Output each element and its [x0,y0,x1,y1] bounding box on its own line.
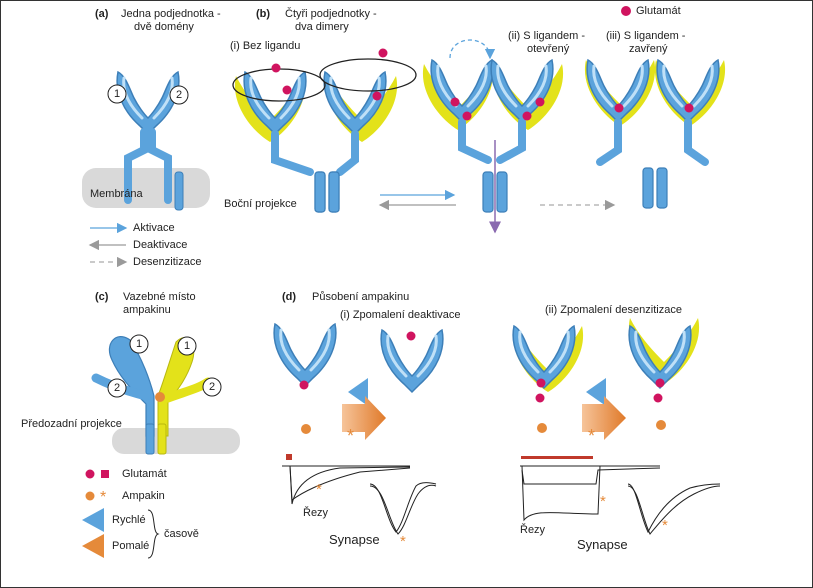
ampakine-star: * [347,426,355,446]
projection-label-c: Předozadní projekce [21,418,122,430]
trace-synapse-i-1 [370,483,436,532]
ampakine-star: * [400,533,406,550]
linker-biii [600,122,705,162]
trace-synapse-i-2 [370,485,436,534]
slow-kinetic-icon [82,534,104,558]
glutamate-dot [283,86,292,95]
panel-d-letter: (d) [282,291,297,303]
ampakine-star: * [600,493,606,510]
brace [148,510,158,558]
panel-b-title-line2: dva dimery [295,21,349,33]
slow-label: Pomalé [112,540,150,552]
glutamate-legend-square [101,470,109,478]
glutamate-label: Glutamát [122,468,167,480]
glutamate-legend-circle [86,470,95,479]
legend-desensitization-label: Desenzitizace [133,256,202,268]
trace-slices-ii-1 [520,466,660,520]
panel-a-letter: (a) [95,8,109,20]
dimer-ring-right [320,59,416,91]
slices-label-i: Řezy [303,507,329,519]
arrow-legend-graphic [90,228,126,262]
legend-deactivation-label: Deaktivace [133,239,188,251]
domain-1-label: 1 [113,88,121,100]
ampakine-dot [537,423,547,433]
ampakine-site [155,392,165,402]
linker-bi [275,134,355,172]
panel-c-title-line2: ampakinu [123,304,171,316]
glutamate-dot [537,379,546,388]
domain-1-label-c: 1 [135,338,143,350]
panel-c-letter: (c) [95,291,109,303]
ampakine-legend-circle [86,492,95,501]
synapse-label-ii: Synapse [577,537,628,552]
glutamate-dot [685,104,694,113]
glutamate-dot [615,104,624,113]
glutamate-dot [654,394,663,403]
trace-synapse-ii-2 [628,486,720,534]
ampakine-star: * [588,426,596,446]
glutamate-dot [523,112,532,121]
ampakine-star: * [662,517,668,534]
temporal-label: časově [164,528,199,540]
glutamate-dot [272,64,281,73]
domain-2-label-c2: 2 [208,381,216,393]
ampakine-star: * [316,481,322,498]
fast-kinetic-icon [82,508,104,532]
membrane-label: Membrána [90,188,143,200]
panel-d-sub-ii: (ii) Zpomalení desenzitizace [545,304,682,316]
glutamate-legend-dot [621,6,631,16]
pore-c2 [158,424,166,454]
panel-b-letter: (b) [256,8,271,20]
glutamate-dot [451,98,460,107]
panel-a-title-line1: Jedna podjednotka - [121,8,221,20]
panel-b-title-line1: Čtyři podjednotky - [285,8,377,20]
glutamate-dot [300,381,309,390]
glutamate-dot [407,332,416,341]
legend-activation-label: Aktivace [133,222,175,234]
ampakine-dot [656,420,666,430]
slices-label-ii: Řezy [520,524,546,536]
panel-b-sub-ii-line1: (ii) S ligandem - [508,30,586,42]
dashed-curve-arrow [450,40,490,58]
fast-label: Rychlé [112,514,146,526]
glutamate-dot [656,379,665,388]
panel-b-sub-iii-line1: (iii) S ligandem - [606,30,686,42]
trace-slices-i-2 [290,466,410,500]
domain-2-label: 2 [175,89,183,101]
membrane-c [112,428,240,454]
glutamate-dot [463,112,472,121]
ampakine-dot [301,424,311,434]
ampakine-legend-star: * [100,489,107,506]
glutamate-dot [536,98,545,107]
glutamate-dot [379,49,388,58]
transmembrane-a [175,172,183,210]
glutamate-dot [373,92,382,101]
panel-d-graphic [274,318,720,550]
panel-d-sub-i: (i) Zpomalení deaktivace [340,309,461,321]
glutamate-legend-label: Glutamát [636,5,681,17]
stim-marker-di [286,454,292,460]
linker-bii [462,122,522,160]
panel-b-sub-ii-line2: otevřený [527,43,570,55]
domain-2-label-c: 2 [113,382,121,394]
panel-c-title-line1: Vazebné místo [123,291,196,303]
domain-1-label-c2: 1 [183,340,191,352]
ampakine-label: Ampakin [122,490,165,502]
pore-c [146,424,154,454]
trace-slices-i-1 [282,466,410,504]
stim-bar-dii [521,456,593,459]
side-projection-label: Boční projekce [224,198,297,210]
panel-a-title-line2: dvě domény [134,21,194,33]
trace-slices-ii-2 [522,468,660,484]
glutamate-dot [536,394,545,403]
panel-b-sub-i: (i) Bez ligandu [230,40,301,52]
synapse-label-i: Synapse [329,532,380,547]
fast-arrow-dii [586,378,606,406]
panel-b-sub-iii-line2: zavřený [629,43,668,55]
panel-d-title: Působení ampakinu [312,291,410,303]
